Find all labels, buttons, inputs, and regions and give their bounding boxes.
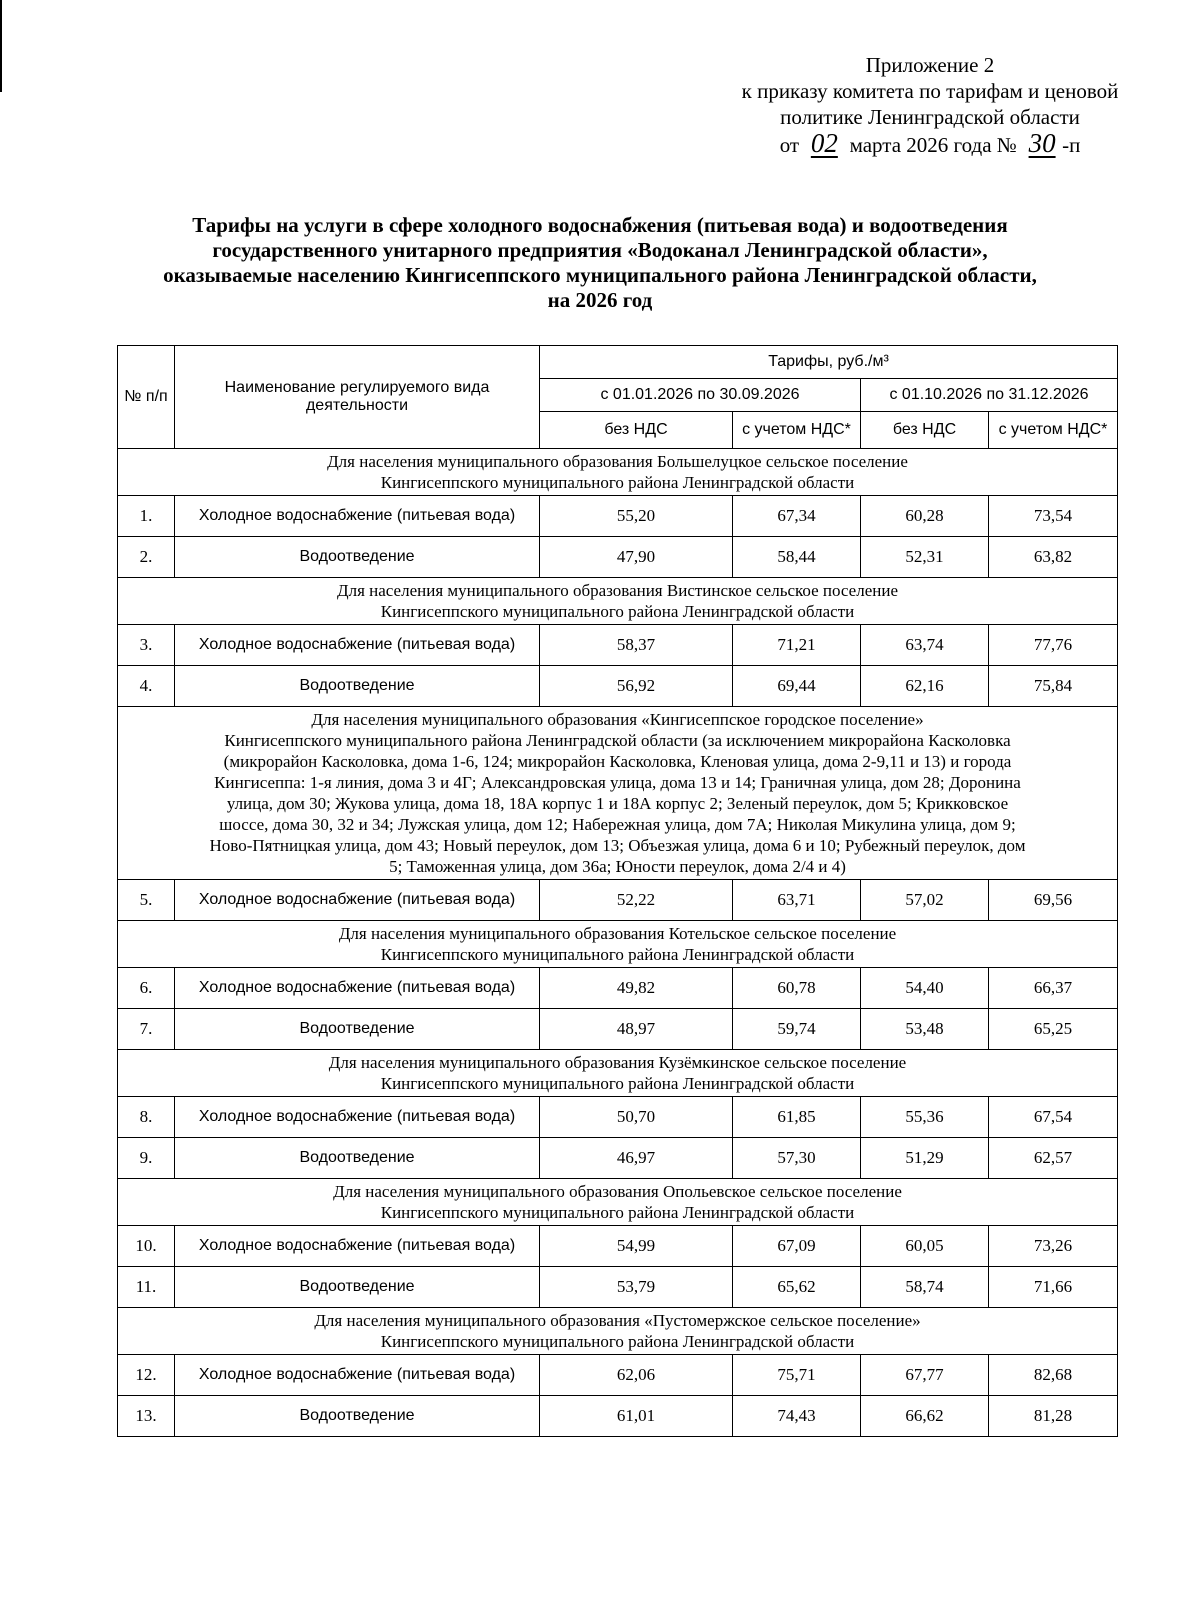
group-heading-line: улица, дом 30; Жукова улица, дома 18, 18А корпус 1 и 18А корпус 2; Зеленый переулок, дом 5; Крикковское <box>226 794 1009 813</box>
group-heading-line: Для населения муниципального образования Опольевское сельское поселение <box>333 1182 902 1201</box>
municipality-group-heading <box>118 1179 1118 1226</box>
municipality-group-row <box>118 1179 1118 1226</box>
order-committee: политике Ленинградской области <box>780 105 1080 129</box>
appendix-label: Приложение 2 <box>865 53 995 77</box>
scan-edge-mark <box>0 0 2 92</box>
tariff-p2-no-vat: 53,48 <box>861 1009 989 1050</box>
service-name: Холодное водоснабжение (питьевая вода) <box>175 496 540 537</box>
row-number: 5. <box>118 880 175 921</box>
group-heading-line: Кингисеппского муниципального района Ленинградской области (за исключением микрорайона Касколовка <box>224 731 1011 750</box>
tariff-p1-no-vat: 53,79 <box>540 1267 733 1308</box>
tariff-p1-with-vat: 63,71 <box>733 880 861 921</box>
municipality-group-heading <box>118 449 1118 496</box>
header-no-vat: без НДС <box>540 412 733 449</box>
municipality-group-heading <box>118 578 1118 625</box>
tariff-p1-no-vat: 56,92 <box>540 666 733 707</box>
appendix-header <box>700 52 1160 158</box>
service-name: Холодное водоснабжение (питьевая вода) <box>175 625 540 666</box>
header-number: № п/п <box>118 346 175 449</box>
table-row <box>118 880 1118 921</box>
table-row <box>118 1138 1118 1179</box>
municipality-group-row <box>118 449 1118 496</box>
municipality-group-heading <box>118 1308 1118 1355</box>
tariff-p1-no-vat: 48,97 <box>540 1009 733 1050</box>
tariff-p1-with-vat: 65,62 <box>733 1267 861 1308</box>
order-reference: к приказу комитета по тарифам и ценовой <box>741 79 1119 103</box>
tariff-p2-no-vat: 60,28 <box>861 496 989 537</box>
header-period-1: с 01.01.2026 по 30.09.2026 <box>540 379 861 412</box>
handwritten-day: 02 <box>810 128 838 158</box>
row-number: 9. <box>118 1138 175 1179</box>
tariff-p1-no-vat: 52,22 <box>540 880 733 921</box>
group-heading-line: Кингисеппского муниципального района Ленинградской области <box>380 1074 855 1093</box>
group-heading-line: Ново-Пятницкая улица, дом 43; Новый переулок, дом 13; Объезжая улица, дома 6 и 10; Рубежный переулок, дом <box>209 836 1026 855</box>
service-name: Холодное водоснабжение (питьевая вода) <box>175 1226 540 1267</box>
tariff-p2-no-vat: 62,16 <box>861 666 989 707</box>
table-row <box>118 1226 1118 1267</box>
table-row <box>118 968 1118 1009</box>
tariff-p2-no-vat: 54,40 <box>861 968 989 1009</box>
tariff-p2-with-vat: 81,28 <box>989 1396 1118 1437</box>
tariff-p1-with-vat: 67,34 <box>733 496 861 537</box>
service-name: Водоотведение <box>175 537 540 578</box>
tariff-p1-no-vat: 54,99 <box>540 1226 733 1267</box>
tariff-p1-no-vat: 49,82 <box>540 968 733 1009</box>
table-row <box>118 496 1118 537</box>
tariff-p2-no-vat: 58,74 <box>861 1267 989 1308</box>
document-title <box>100 213 1100 313</box>
tariff-p2-with-vat: 67,54 <box>989 1097 1118 1138</box>
service-name: Холодное водоснабжение (питьевая вода) <box>175 1097 540 1138</box>
table-row <box>118 1009 1118 1050</box>
date-prefix: от <box>779 133 800 157</box>
number-suffix: -п <box>1062 133 1081 157</box>
group-heading-line: шоссе, дома 30, 32 и 34; Лужская улица, дом 12; Набережная улица, дом 7А; Николая Микулина улица, дом 9; <box>219 815 1016 834</box>
row-number: 10. <box>118 1226 175 1267</box>
group-heading-line: Для населения муниципального образования Большелуцкое сельское поселение <box>327 452 908 471</box>
tariff-p1-with-vat: 58,44 <box>733 537 861 578</box>
tariff-p2-no-vat: 60,05 <box>861 1226 989 1267</box>
group-heading-line: Для населения муниципального образования Кузёмкинское сельское поселение <box>328 1053 907 1072</box>
tariff-p2-with-vat: 73,26 <box>989 1226 1118 1267</box>
header-period-2: с 01.10.2026 по 31.12.2026 <box>861 379 1118 412</box>
service-name: Водоотведение <box>175 1396 540 1437</box>
table-row <box>118 537 1118 578</box>
group-heading-line: Для населения муниципального образования Вистинское сельское поселение <box>337 581 898 600</box>
header-with-vat: с учетом НДС* <box>989 412 1118 449</box>
tariff-p2-with-vat: 69,56 <box>989 880 1118 921</box>
table-row <box>118 625 1118 666</box>
tariff-p2-no-vat: 57,02 <box>861 880 989 921</box>
table-row <box>118 666 1118 707</box>
row-number: 7. <box>118 1009 175 1050</box>
tariff-p1-with-vat: 67,09 <box>733 1226 861 1267</box>
tariff-p1-no-vat: 47,90 <box>540 537 733 578</box>
row-number: 6. <box>118 968 175 1009</box>
table-row <box>118 1267 1118 1308</box>
tariff-p2-no-vat: 67,77 <box>861 1355 989 1396</box>
header-tariffs: Тарифы, руб./м³ <box>540 346 1118 379</box>
row-number: 13. <box>118 1396 175 1437</box>
service-name: Водоотведение <box>175 1138 540 1179</box>
tariff-p2-no-vat: 52,31 <box>861 537 989 578</box>
municipality-group-row <box>118 578 1118 625</box>
service-name: Водоотведение <box>175 1267 540 1308</box>
tariff-p1-with-vat: 59,74 <box>733 1009 861 1050</box>
service-name: Холодное водоснабжение (питьевая вода) <box>175 968 540 1009</box>
group-heading-line: 5; Таможенная улица, дом 36а; Юности переулок, дома 2/4 и 4) <box>389 857 846 876</box>
tariff-p2-with-vat: 75,84 <box>989 666 1118 707</box>
group-heading-line: Для населения муниципального образования «Пустомержское сельское поселение» <box>314 1311 921 1330</box>
tariff-p2-with-vat: 62,57 <box>989 1138 1118 1179</box>
tariff-p1-no-vat: 46,97 <box>540 1138 733 1179</box>
tariff-p2-no-vat: 63,74 <box>861 625 989 666</box>
row-number: 1. <box>118 496 175 537</box>
tariff-p1-no-vat: 62,06 <box>540 1355 733 1396</box>
municipality-group-row <box>118 1308 1118 1355</box>
tariff-p2-with-vat: 77,76 <box>989 625 1118 666</box>
tariff-p1-with-vat: 61,85 <box>733 1097 861 1138</box>
group-heading-line: Кингисеппа: 1-я линия, дома 3 и 4Г; Александровская улица, дома 13 и 14; Граничная улица, дом 28; Доронина <box>214 773 1021 792</box>
header-activity-name: Наименование регулируемого вида деятельности <box>175 346 540 449</box>
group-heading-line: Кингисеппского муниципального района Ленинградской области <box>380 1203 855 1222</box>
municipality-group-heading <box>118 707 1118 880</box>
service-name: Холодное водоснабжение (питьевая вода) <box>175 1355 540 1396</box>
municipality-group-row <box>118 921 1118 968</box>
group-heading-line: Для населения муниципального образования Котельское сельское поселение <box>338 924 897 943</box>
tariff-p1-with-vat: 75,71 <box>733 1355 861 1396</box>
tariff-p1-with-vat: 74,43 <box>733 1396 861 1437</box>
service-name: Холодное водоснабжение (питьевая вода) <box>175 880 540 921</box>
service-name: Водоотведение <box>175 666 540 707</box>
row-number: 12. <box>118 1355 175 1396</box>
header-with-vat: с учетом НДС* <box>733 412 861 449</box>
tariff-p1-with-vat: 69,44 <box>733 666 861 707</box>
tariff-p1-no-vat: 58,37 <box>540 625 733 666</box>
tariff-p2-with-vat: 66,37 <box>989 968 1118 1009</box>
title-line: Тарифы на услуги в сфере холодного водоснабжения (питьевая вода) и водоотведения <box>192 213 1008 237</box>
row-number: 11. <box>118 1267 175 1308</box>
tariff-p2-no-vat: 66,62 <box>861 1396 989 1437</box>
tariff-p2-with-vat: 65,25 <box>989 1009 1118 1050</box>
tariff-p2-no-vat: 51,29 <box>861 1138 989 1179</box>
tariff-p1-no-vat: 50,70 <box>540 1097 733 1138</box>
group-heading-line: Кингисеппского муниципального района Ленинградской области <box>380 945 855 964</box>
municipality-group-heading <box>118 1050 1118 1097</box>
service-name: Водоотведение <box>175 1009 540 1050</box>
tariff-p1-no-vat: 61,01 <box>540 1396 733 1437</box>
row-number: 2. <box>118 537 175 578</box>
tariffs-body <box>118 449 1118 1437</box>
municipality-group-heading <box>118 921 1118 968</box>
table-row <box>118 1396 1118 1437</box>
row-number: 4. <box>118 666 175 707</box>
title-line: оказываемые населению Кингисеппского муниципального района Ленинградской области, <box>163 263 1037 287</box>
row-number: 3. <box>118 625 175 666</box>
tariff-p2-with-vat: 71,66 <box>989 1267 1118 1308</box>
header-no-vat: без НДС <box>861 412 989 449</box>
handwritten-number: 30 <box>1028 128 1056 158</box>
title-line: государственного унитарного предприятия «Водоканал Ленинградской области», <box>212 238 988 262</box>
group-heading-line: (микрорайон Касколовка, дома 1-6, 124; микрорайон Касколовка, Кленовая улица, дома 2-9,11 и 13) и города <box>223 752 1012 771</box>
municipality-group-row <box>118 1050 1118 1097</box>
tariffs-table <box>117 345 1118 1437</box>
municipality-group-row <box>118 707 1118 880</box>
group-heading-line: Кингисеппского муниципального района Ленинградской области <box>380 1332 855 1351</box>
order-date-line <box>700 130 1160 158</box>
tariff-p2-no-vat: 55,36 <box>861 1097 989 1138</box>
group-heading-line: Кингисеппского муниципального района Ленинградской области <box>380 473 855 492</box>
tariff-p2-with-vat: 73,54 <box>989 496 1118 537</box>
group-heading-line: Кингисеппского муниципального района Ленинградской области <box>380 602 855 621</box>
tariff-p1-with-vat: 71,21 <box>733 625 861 666</box>
group-heading-line: Для населения муниципального образования «Кингисеппское городское поселение» <box>311 710 924 729</box>
tariff-p2-with-vat: 63,82 <box>989 537 1118 578</box>
table-row <box>118 1097 1118 1138</box>
title-line: на 2026 год <box>547 288 653 312</box>
table-row <box>118 1355 1118 1396</box>
date-month-year: марта 2026 года № <box>849 133 1017 157</box>
tariff-p2-with-vat: 82,68 <box>989 1355 1118 1396</box>
tariff-p1-no-vat: 55,20 <box>540 496 733 537</box>
tariff-p1-with-vat: 60,78 <box>733 968 861 1009</box>
row-number: 8. <box>118 1097 175 1138</box>
tariff-p1-with-vat: 57,30 <box>733 1138 861 1179</box>
